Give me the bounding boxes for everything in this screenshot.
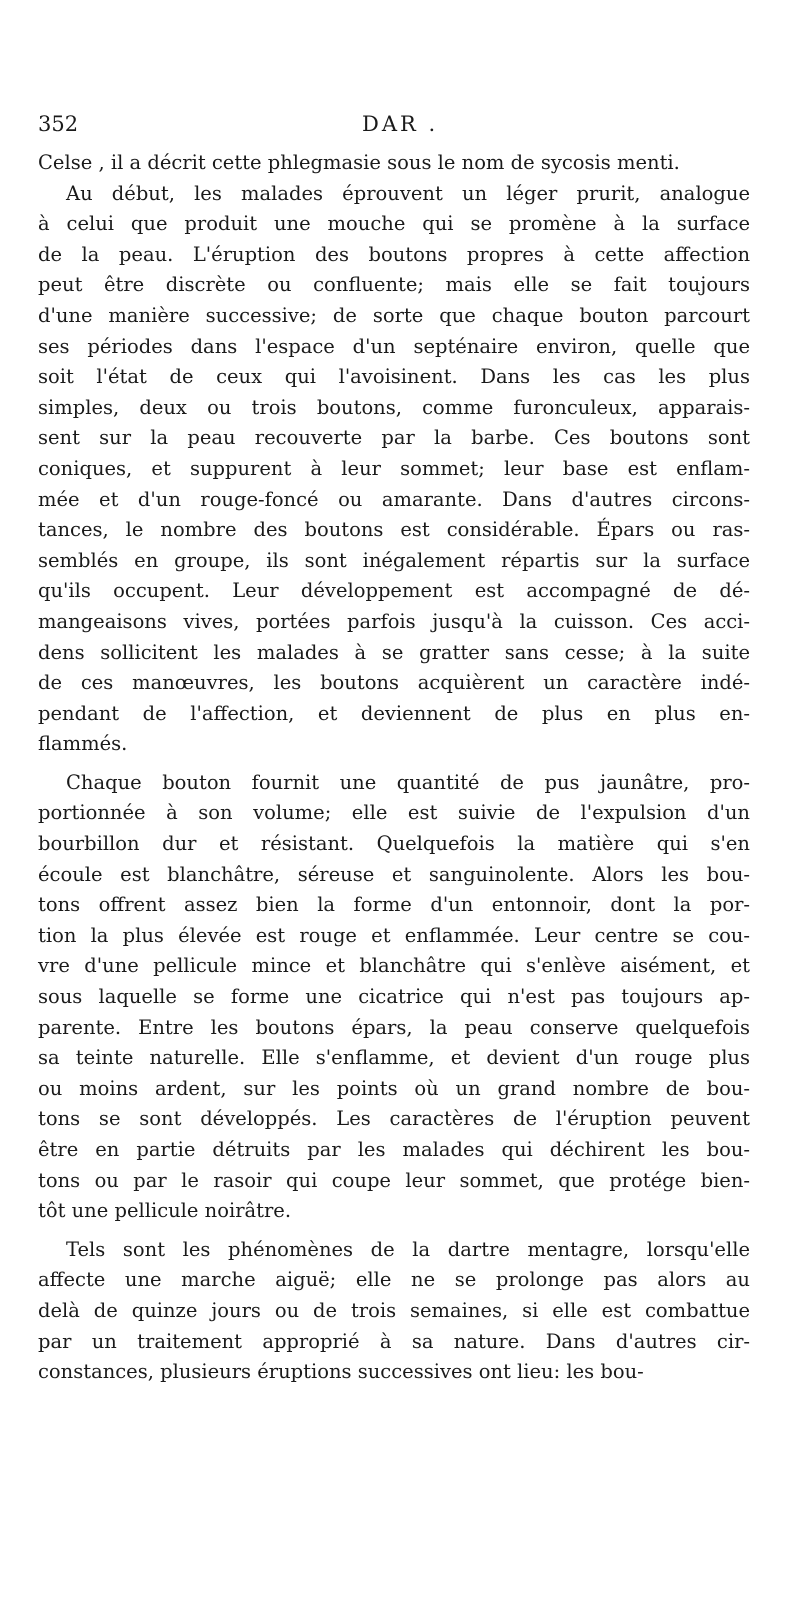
running-head: DAR . [362, 112, 439, 136]
text-line: flammés. [38, 732, 128, 756]
text-line: Chaque bouton fournit une quantité de pus jaunâtre, pro- [66, 770, 750, 794]
text-line: tons ou par le rasoir qui coupe leur sommet, que protége bien- [38, 1168, 750, 1192]
text-line: semblés en groupe, ils sont inégalement répartis sur la surface [38, 548, 750, 572]
paragraph [38, 768, 750, 1227]
text-line: tons se sont développés. Les caractères de l'éruption peuvent [38, 1107, 750, 1131]
text-line: d'une manière successive; de sorte que chaque bouton parcourt [38, 303, 750, 327]
text-line: Tels sont les phénomènes de la dartre mentagre, lorsqu'elle [66, 1237, 750, 1261]
text-line: être en partie détruits par les malades qui déchirent les bou- [38, 1138, 750, 1161]
text-line: mée et d'un rouge-foncé ou amarante. Dans d'autres circons- [38, 487, 750, 511]
text-line: dens sollicitent les malades à se gratter sans cesse; à la suite [38, 640, 750, 664]
text-line: affecte une marche aiguë; elle ne se prolonge pas alors au [38, 1268, 750, 1292]
paragraph-gap [38, 760, 750, 768]
text-line: peut être discrète ou confluente; mais elle se fait toujours [38, 273, 750, 297]
text-line: de la peau. L'éruption des boutons propres à cette affection [38, 242, 750, 266]
page-header [38, 112, 750, 148]
text-line: soit l'état de ceux qui l'avoisinent. Dans les cas les plus [38, 365, 750, 389]
text-line: Celse , il a décrit cette phlegmasie sous le nom de sycosis menti. [38, 151, 680, 174]
text-line: Au début, les malades éprouvent un léger prurit, analogue [66, 181, 750, 205]
text-line: simples, deux ou trois boutons, comme furonculeux, apparais- [38, 395, 750, 419]
text-line: tion la plus élevée est rouge et enflammée. Leur centre se cou- [38, 923, 750, 947]
text-line: vre d'une pellicule mince et blanchâtre qui s'enlève aisément, et [38, 954, 750, 978]
page-number: 352 [38, 112, 79, 136]
text-line: sous laquelle se forme une cicatrice qui n'est pas toujours ap- [38, 985, 750, 1009]
paragraph [38, 148, 750, 179]
text-line: à celui que produit une mouche qui se promène à la surface [38, 212, 750, 236]
text-line: par un traitement approprié à sa nature. Dans d'autres cir- [38, 1329, 750, 1353]
text-line: ou moins ardent, sur les points où un grand nombre de bou- [38, 1076, 750, 1100]
paragraph-gap [38, 1227, 750, 1235]
text-line: écoule est blanchâtre, séreuse et sanguinolente. Alors les bou- [38, 862, 750, 886]
text-line: mangeaisons vives, portées parfois jusqu'à la cuisson. Ces acci- [38, 609, 750, 633]
text-line: delà de quinze jours ou de trois semaines, si elle est combattue [38, 1298, 750, 1322]
text-line: sent sur la peau recouverte par la barbe. Ces boutons sont [38, 426, 750, 450]
text-line: portionnée à son volume; elle est suivie de l'expulsion d'un [38, 801, 750, 825]
text-line: tances, le nombre des boutons est considérable. Épars ou ras- [38, 518, 750, 542]
text-line: qu'ils occupent. Leur développement est accompagné de dé- [38, 579, 750, 603]
text-line: pendant de l'affection, et deviennent de plus en plus en- [38, 701, 750, 725]
text-line: de ces manœuvres, les boutons acquièrent un caractère indé- [38, 671, 750, 695]
paragraph [38, 179, 750, 760]
body-text [38, 148, 750, 1388]
text-line: tôt une pellicule noirâtre. [38, 1199, 292, 1223]
text-line: tons offrent assez bien la forme d'un entonnoir, dont la por- [38, 893, 750, 917]
text-line: coniques, et suppurent à leur sommet; leur base est enflam- [38, 456, 750, 480]
paragraph [38, 1235, 750, 1388]
text-line: ses périodes dans l'espace d'un septénaire environ, quelle que [38, 334, 750, 358]
text-line: parente. Entre les boutons épars, la peau conserve quelquefois [38, 1015, 750, 1039]
text-line: sa teinte naturelle. Elle s'enflamme, et devient d'un rouge plus [38, 1046, 750, 1070]
text-line: bourbillon dur et résistant. Quelquefois la matière qui s'en [38, 832, 750, 856]
text-line: constances, plusieurs éruptions successives ont lieu: les bou- [38, 1360, 644, 1384]
